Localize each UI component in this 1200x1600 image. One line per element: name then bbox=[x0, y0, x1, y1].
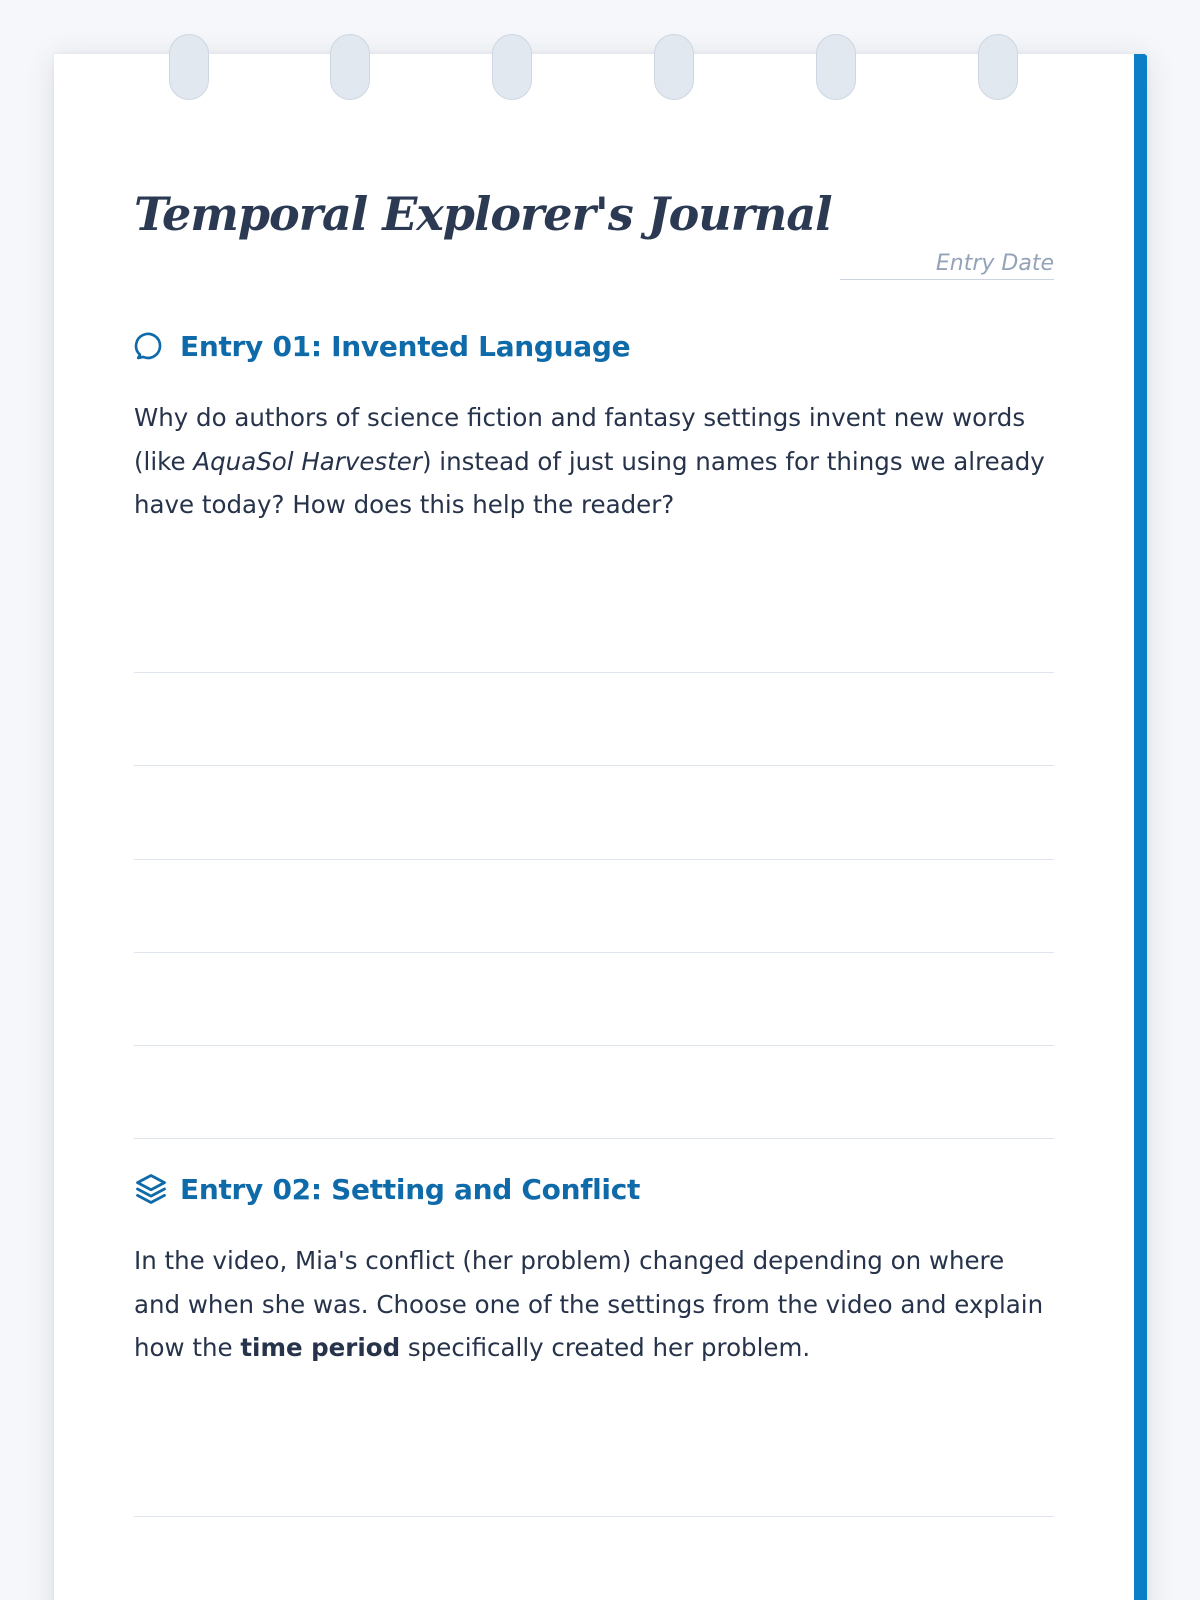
entry-01-title: Entry 01: Invented Language bbox=[180, 329, 631, 363]
entry-02-title: Entry 02: Setting and Conflict bbox=[180, 1172, 641, 1206]
answer-line[interactable] bbox=[134, 859, 1054, 860]
speech-bubble-icon bbox=[134, 329, 168, 363]
answer-line[interactable] bbox=[134, 1516, 1054, 1517]
entry-date-input[interactable] bbox=[840, 248, 1054, 279]
answer-line[interactable] bbox=[134, 1045, 1054, 1046]
binder-ring bbox=[492, 34, 532, 100]
binder-ring bbox=[169, 34, 209, 100]
entry-01-prompt bbox=[134, 396, 1054, 527]
prompt-text: specifically created her problem. bbox=[400, 1333, 811, 1362]
entry-01 bbox=[134, 326, 1054, 527]
entry-01-heading bbox=[134, 326, 1054, 366]
entry-02-prompt bbox=[134, 1239, 1054, 1370]
binder-ring bbox=[654, 34, 694, 100]
prompt-emphasis: time period bbox=[240, 1333, 401, 1362]
answer-line[interactable] bbox=[134, 952, 1054, 953]
binder-ring bbox=[816, 34, 856, 100]
journal-page bbox=[54, 54, 1147, 1600]
page-accent-bar bbox=[1134, 54, 1147, 1600]
answer-line[interactable] bbox=[134, 765, 1054, 766]
prompt-text: In the video, Mia's conflict (her problem) changed depending on where and when she was. Choose one of the settings from the video and explain how the bbox=[134, 1246, 1044, 1362]
layers-icon bbox=[134, 1172, 168, 1206]
prompt-text: ) instead of just using names for things we already have today? How does this help the reader? bbox=[134, 446, 1045, 519]
binder-ring bbox=[330, 34, 370, 100]
journal-header bbox=[134, 182, 1054, 302]
journal-title: Temporal Explorer's Journal bbox=[134, 187, 832, 241]
answer-line[interactable] bbox=[134, 672, 1054, 673]
binder-ring bbox=[978, 34, 1018, 100]
entry-02-heading bbox=[134, 1169, 1054, 1209]
prompt-emphasis: AquaSol Harvester bbox=[193, 446, 422, 476]
entry-02 bbox=[134, 1169, 1054, 1370]
answer-line[interactable] bbox=[134, 1138, 1054, 1139]
entry-date-field-wrapper bbox=[840, 248, 1054, 280]
prompt-text: Why do authors of science fiction and fantasy settings invent new words (like bbox=[134, 403, 1026, 476]
